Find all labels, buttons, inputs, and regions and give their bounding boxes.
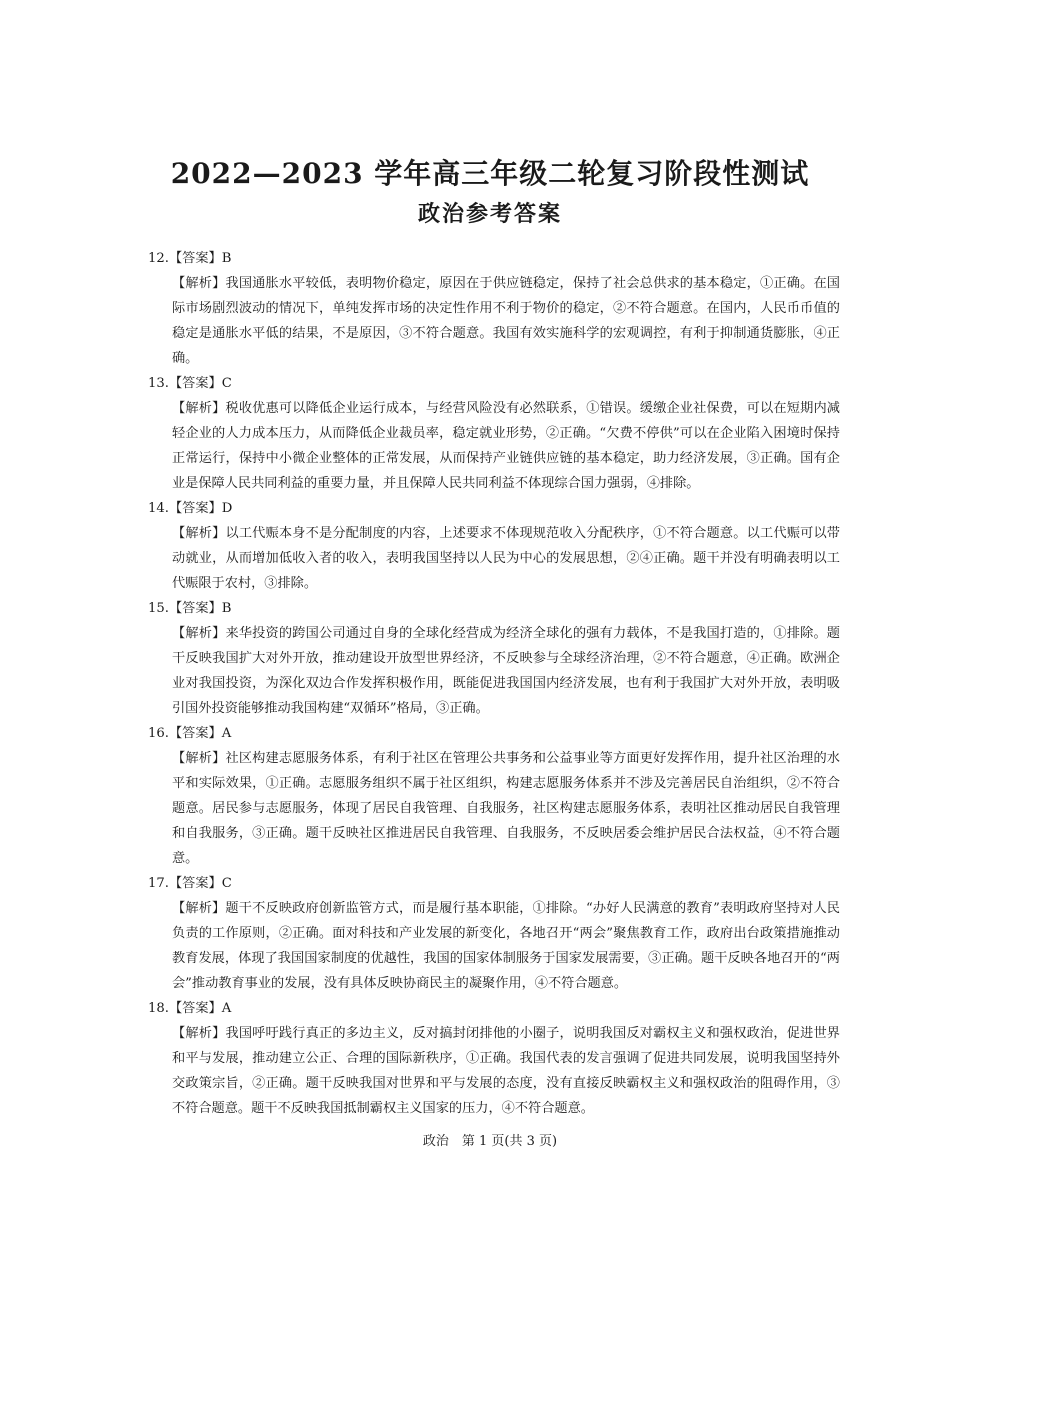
answer-label: 17.【答案】C: [148, 876, 232, 891]
answer-label: 15.【答案】B: [148, 601, 232, 616]
answer-label: 16.【答案】A: [148, 726, 232, 741]
explanation: 【解析】社区构建志愿服务体系，有利于社区在管理公共事务和公益事业等方面更好发挥作用，提升社区治理的水平和实际效果，①正确。志愿服务组织不属于社区组织，构建志愿服务体系并不涉及完善居民自治组织，②不符合题意。居民参与志愿服务，体现了居民自我管理、自我服务，社区构建志愿服务体系，表明社区推动居民自我管理和自我服务，③正确。题干反映社区推进居民自我管理、自我服务，不反映居委会维护居民合法权益，④不符合题意。: [172, 751, 840, 866]
explanation: 【解析】我国通胀水平较低，表明物价稳定，原因在于供应链稳定，保持了社会总供求的基本稳定，①正确。在国际市场剧烈波动的情况下，单纯发挥市场的决定性作用不利于物价的稳定，②不符合题意。在国内，人民币币值的稳定是通胀水平低的结果，不是原因，③不符合题意。我国有效实施科学的宏观调控，有利于抑制通货膨胀，④正确。: [172, 276, 840, 366]
answer-label: 13.【答案】C: [148, 376, 232, 391]
explanation: 【解析】来华投资的跨国公司通过自身的全球化经营成为经济全球化的强有力载体，不是我国打造的，①排除。题干反映我国扩大对外开放，推动建设开放型世界经济，不反映参与全球经济治理，②不符合题意，④正确。欧洲企业对我国投资，为深化双边合作发挥积极作用，既能促进我国国内经济发展，也有利于我国扩大对外开放，表明吸引国外投资能够推动我国构建“双循环”格局，③正确。: [172, 626, 840, 716]
answer-label: 18.【答案】A: [148, 1001, 232, 1016]
explanation: 【解析】税收优惠可以降低企业运行成本，与经营风险没有必然联系，①错误。缓缴企业社保费，可以在短期内减轻企业的人力成本压力，从而降低企业裁员率，稳定就业形势，②正确。“欠费不停供”可以在企业陷入困境时保持正常运行，保持中小微企业整体的正常发展，从而保持产业链供应链的基本稳定，助力经济发展，③正确。国有企业是保障人民共同利益的重要力量，并且保障人民共同利益不体现综合国力强弱，④排除。: [172, 401, 840, 491]
question-17: [148, 871, 840, 996]
question-18: [148, 996, 840, 1121]
explanation: 【解析】以工代赈本身不是分配制度的内容，上述要求不体现规范收入分配秩序，①不符合题意。以工代赈可以带动就业，从而增加低收入者的收入，表明我国坚持以人民为中心的发展思想，②④正确。题干并没有明确表明以工代赈限于农村，③排除。: [172, 526, 840, 591]
question-13: [148, 371, 840, 496]
answer-list: [148, 246, 840, 1121]
question-15: [148, 596, 840, 721]
answer-label: 12.【答案】B: [148, 251, 232, 266]
question-16: [148, 721, 840, 871]
question-12: [148, 246, 840, 371]
page-subtitle: 政治参考答案: [417, 201, 562, 227]
explanation: 【解析】我国呼吁践行真正的多边主义，反对搞封闭排他的小圈子，说明我国反对霸权主义和强权政治，促进世界和平与发展，推动建立公正、合理的国际新秩序，①正确。我国代表的发言强调了促进共同发展，说明我国坚持外交政策宗旨，②正确。题干反映我国对世界和平与发展的态度，没有直接反映霸权主义和强权政治的阻碍作用，③不符合题意。题干不反映我国抵制霸权主义国家的压力，④不符合题意。: [172, 1026, 840, 1116]
explanation: 【解析】题干不反映政府创新监管方式，而是履行基本职能，①排除。“办好人民满意的教育”表明政府坚持对人民负责的工作原则，②正确。面对科技和产业发展的新变化，各地召开“两会”聚焦教育工作，政府出台政策措施推动教育发展，体现了我国国家制度的优越性，我国的国家体制服务于国家发展需要，③正确。题干反映各地召开的“两会”推动教育事业的发展，没有具体反映协商民主的凝聚作用，④不符合题意。: [172, 901, 840, 991]
question-14: [148, 496, 840, 596]
answer-label: 14.【答案】D: [148, 501, 233, 516]
page-footer: 政治 第 1 页(共 3 页): [422, 1134, 558, 1149]
page-title: 2022—2023 学年高三年级二轮复习阶段性测试: [170, 157, 810, 190]
